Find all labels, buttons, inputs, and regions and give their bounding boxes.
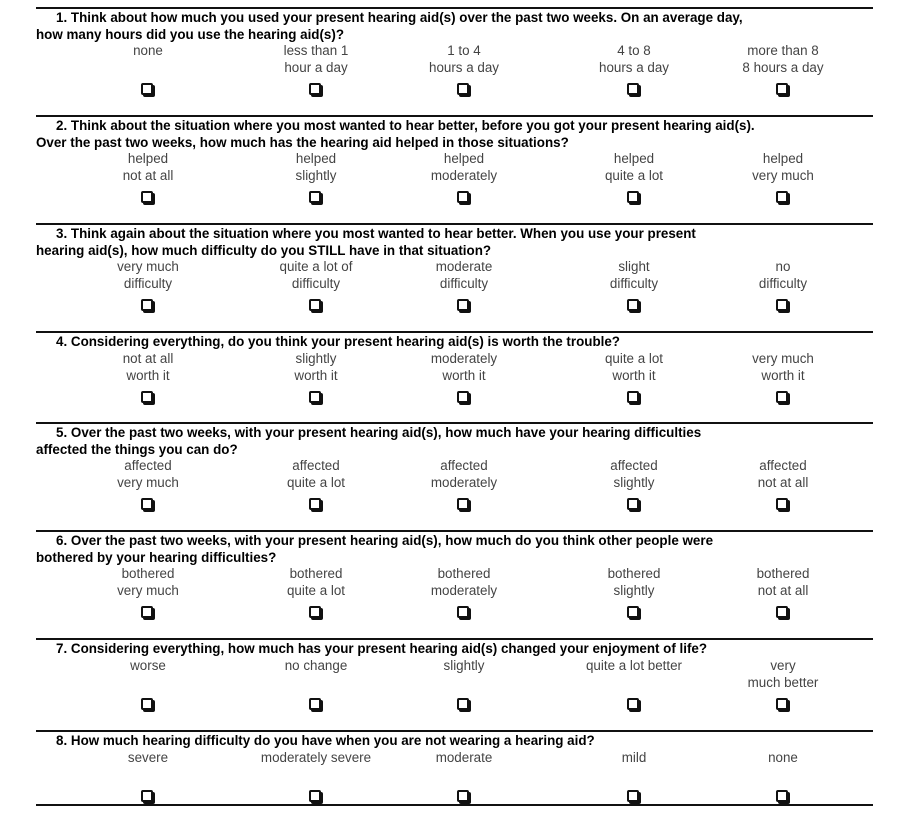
question-number: 6. (56, 533, 68, 548)
option-label-line-1: moderate (435, 750, 493, 765)
answer-option[interactable] (559, 566, 709, 599)
question-number: 2. (56, 118, 68, 133)
answer-option[interactable] (241, 151, 391, 184)
option-label-line-1: none (768, 750, 798, 765)
answer-option[interactable] (708, 458, 858, 491)
option-label-line-2: quite a lot (604, 167, 664, 183)
answer-checkbox[interactable] (141, 498, 153, 510)
option-label-line-2: much better (747, 674, 819, 690)
question-number: 5. (56, 425, 68, 440)
option-label-line-1: worse (130, 658, 166, 673)
answer-option[interactable] (389, 151, 539, 184)
answer-checkbox[interactable] (776, 299, 788, 311)
option-label-line-2: slightly (613, 474, 655, 490)
option-label-line-2: not at all (757, 582, 809, 598)
option-label-line-2: hour a day (284, 59, 348, 75)
question-text (36, 733, 876, 750)
answer-checkbox[interactable] (627, 498, 639, 510)
option-label-line-2: worth it (612, 367, 656, 383)
answer-checkbox[interactable] (457, 498, 469, 510)
option-label-line-1: helped (295, 151, 337, 166)
option-label-line-1: none (133, 43, 163, 58)
option-label-line-1: bothered (289, 566, 343, 581)
option-label-line-2: worth it (442, 367, 486, 383)
option-label-line-1: less than 1 (283, 43, 349, 58)
answer-option[interactable] (73, 151, 223, 184)
option-label-line-1: helped (762, 151, 804, 166)
option-label-line-1: quite a lot (604, 351, 664, 366)
option-label-line-1: helped (613, 151, 655, 166)
option-label-line-1: affected (759, 458, 807, 473)
option-label-line-2: moderately (430, 582, 498, 598)
question-text-line-1: Considering everything, how much has your present hearing aid(s) changed your enjoyment of life? (70, 641, 708, 656)
answer-option[interactable] (389, 458, 539, 491)
question-text-line-1: Think about the situation where you most wanted to hear better, before you got your present hearing aid(s). (70, 118, 755, 133)
answer-option[interactable] (389, 351, 539, 384)
answer-option[interactable] (73, 458, 223, 491)
answer-option[interactable] (389, 259, 539, 292)
question-number: 4. (56, 334, 68, 349)
option-label-line-1: moderately severe (260, 750, 372, 765)
answer-option[interactable] (241, 351, 391, 384)
answer-checkbox[interactable] (776, 790, 788, 802)
question-text-line-1: Think about how much you used your present hearing aid(s) over the past two weeks. On an average day, (70, 10, 743, 25)
question-text-line-2: bothered by your hearing difficulties? (36, 549, 277, 565)
answer-checkbox[interactable] (776, 391, 788, 403)
option-label-line-1: moderately (430, 351, 498, 366)
answer-option[interactable] (241, 43, 391, 76)
option-label-line-1: moderate (435, 259, 493, 274)
option-label-line-1: more than 8 (747, 43, 819, 58)
option-label-line-1: quite a lot better (585, 658, 683, 673)
option-label-line-1: very much (752, 351, 814, 366)
answer-checkbox[interactable] (627, 83, 639, 95)
answer-checkbox[interactable] (309, 498, 321, 510)
question-line-1 (36, 641, 876, 658)
option-label-line-2: 8 hours a day (742, 59, 824, 75)
option-label-line-2: difficulty (123, 275, 173, 291)
option-label-line-2: difficulty (439, 275, 489, 291)
answer-option[interactable] (559, 750, 709, 767)
question-text-line-2: hearing aid(s), how much difficulty do you STILL have in that situation? (36, 242, 492, 258)
answer-checkbox[interactable] (309, 391, 321, 403)
option-label-line-1: helped (443, 151, 485, 166)
answer-option[interactable] (559, 458, 709, 491)
option-label-line-2: slightly (295, 167, 337, 183)
answer-option[interactable] (73, 43, 223, 60)
answer-option[interactable] (708, 43, 858, 76)
answer-checkbox[interactable] (309, 606, 321, 618)
option-label-line-1: slightly (443, 658, 485, 673)
option-label-line-1: bothered (607, 566, 661, 581)
section-divider (36, 115, 873, 117)
option-label-line-1: mild (621, 750, 647, 765)
answer-checkbox[interactable] (141, 191, 153, 203)
answer-checkbox[interactable] (457, 606, 469, 618)
answer-option[interactable] (559, 259, 709, 292)
answer-option[interactable] (389, 658, 539, 675)
answer-checkbox[interactable] (141, 83, 153, 95)
answer-checkbox[interactable] (141, 790, 153, 802)
answer-option[interactable] (708, 351, 858, 384)
option-label-line-2: worth it (761, 367, 805, 383)
question-text-line-2: how many hours did you use the hearing aid(s)? (36, 26, 345, 42)
question-text-line-2: affected the things you can do? (36, 441, 238, 457)
question-text-line-2: Over the past two weeks, how much has the hearing aid helped in those situations? (36, 134, 569, 150)
answer-checkbox[interactable] (776, 498, 788, 510)
section-divider (36, 422, 873, 424)
answer-checkbox[interactable] (457, 698, 469, 710)
answer-checkbox[interactable] (309, 191, 321, 203)
option-label-line-1: no (775, 259, 791, 274)
option-label-line-1: not at all (122, 351, 174, 366)
answer-option[interactable] (241, 658, 391, 675)
question-line-1 (36, 533, 876, 550)
option-label-line-2: worth it (294, 367, 338, 383)
option-label-line-1: severe (127, 750, 169, 765)
option-label-line-2: not at all (757, 474, 809, 490)
answer-checkbox[interactable] (141, 299, 153, 311)
answer-option[interactable] (241, 458, 391, 491)
answer-option[interactable] (241, 750, 391, 767)
question-line-1 (36, 425, 876, 442)
answer-checkbox[interactable] (457, 391, 469, 403)
option-label-line-1: no change (284, 658, 348, 673)
answer-checkbox[interactable] (141, 391, 153, 403)
question-text (36, 118, 876, 151)
answer-checkbox[interactable] (457, 191, 469, 203)
option-label-line-2: quite a lot (286, 582, 346, 598)
option-label-line-1: slightly (295, 351, 337, 366)
section-divider (36, 530, 873, 532)
answer-option[interactable] (389, 750, 539, 767)
option-label-line-1: helped (127, 151, 169, 166)
question-number: 7. (56, 641, 68, 656)
answer-checkbox[interactable] (309, 83, 321, 95)
answer-checkbox[interactable] (457, 83, 469, 95)
question-text-line-1: Over the past two weeks, with your present hearing aid(s), how much have your hearing difficulties (70, 425, 702, 440)
question-line-1 (36, 226, 876, 243)
section-divider (36, 331, 873, 333)
question-line-1 (36, 733, 876, 750)
answer-checkbox[interactable] (309, 790, 321, 802)
option-label-line-1: very (770, 658, 796, 673)
answer-checkbox[interactable] (776, 83, 788, 95)
answer-option[interactable] (559, 658, 709, 675)
answer-option[interactable] (559, 351, 709, 384)
option-label-line-1: bothered (756, 566, 810, 581)
question-text-line-1: How much hearing difficulty do you have when you are not wearing a hearing aid? (70, 733, 595, 748)
answer-checkbox[interactable] (776, 191, 788, 203)
option-label-line-1: quite a lot of (279, 259, 353, 274)
section-divider (36, 804, 873, 806)
option-label-line-1: bothered (437, 566, 491, 581)
option-label-line-1: affected (292, 458, 340, 473)
answer-option[interactable] (73, 259, 223, 292)
option-label-line-2: very much (117, 474, 179, 490)
answer-option[interactable] (241, 566, 391, 599)
answer-option[interactable] (708, 750, 858, 767)
answer-option[interactable] (389, 43, 539, 76)
option-label-line-2: difficulty (609, 275, 659, 291)
answer-option[interactable] (73, 351, 223, 384)
answer-option[interactable] (708, 566, 858, 599)
section-divider (36, 730, 873, 732)
answer-checkbox[interactable] (776, 606, 788, 618)
option-label-line-1: affected (440, 458, 488, 473)
answer-option[interactable] (708, 259, 858, 292)
answer-option[interactable] (559, 43, 709, 76)
answer-checkbox[interactable] (457, 790, 469, 802)
option-label-line-2: hours a day (599, 59, 669, 75)
option-label-line-1: affected (124, 458, 172, 473)
question-line-1 (36, 118, 876, 135)
option-label-line-2: difficulty (291, 275, 341, 291)
answer-checkbox[interactable] (627, 191, 639, 203)
option-label-line-2: slightly (613, 582, 655, 598)
question-number: 1. (56, 10, 68, 25)
section-divider (36, 638, 873, 640)
answer-checkbox[interactable] (627, 790, 639, 802)
option-label-line-2: moderately (430, 167, 498, 183)
answer-checkbox[interactable] (627, 391, 639, 403)
answer-option[interactable] (708, 151, 858, 184)
answer-checkbox[interactable] (141, 698, 153, 710)
question-text (36, 226, 876, 259)
answer-checkbox[interactable] (627, 698, 639, 710)
question-text (36, 641, 876, 658)
answer-checkbox[interactable] (141, 606, 153, 618)
answer-checkbox[interactable] (776, 698, 788, 710)
option-label-line-2: worth it (126, 367, 170, 383)
question-number: 8. (56, 733, 68, 748)
option-label-line-2: hours a day (429, 59, 499, 75)
answer-checkbox[interactable] (309, 698, 321, 710)
option-label-line-2: difficulty (758, 275, 808, 291)
question-number: 3. (56, 226, 68, 241)
question-text-line-1: Think again about the situation where you most wanted to hear better. When you use your present (70, 226, 696, 241)
option-label-line-2: very much (117, 582, 179, 598)
option-label-line-1: slight (618, 259, 650, 274)
answer-checkbox[interactable] (627, 606, 639, 618)
question-line-1 (36, 334, 876, 351)
section-divider (36, 223, 873, 225)
option-label-line-1: very much (117, 259, 179, 274)
option-label-line-2: very much (752, 167, 814, 183)
option-label-line-1: 4 to 8 (617, 43, 651, 58)
option-label-line-1: bothered (121, 566, 175, 581)
answer-checkbox[interactable] (457, 299, 469, 311)
option-label-line-2: not at all (122, 167, 174, 183)
question-text-line-1: Over the past two weeks, with your present hearing aid(s), how much do you think other people were (70, 533, 714, 548)
answer-checkbox[interactable] (309, 299, 321, 311)
answer-option[interactable] (73, 658, 223, 675)
answer-option[interactable] (708, 658, 858, 691)
answer-checkbox[interactable] (627, 299, 639, 311)
option-label-line-2: moderately (430, 474, 498, 490)
answer-option[interactable] (559, 151, 709, 184)
question-text (36, 10, 876, 43)
question-line-1 (36, 10, 876, 27)
section-divider (36, 7, 873, 9)
question-text (36, 334, 876, 351)
option-label-line-1: 1 to 4 (447, 43, 481, 58)
question-text-line-1: Considering everything, do you think your present hearing aid(s) is worth the trouble? (70, 334, 620, 349)
answer-option[interactable] (73, 566, 223, 599)
option-label-line-1: affected (610, 458, 658, 473)
answer-option[interactable] (389, 566, 539, 599)
option-label-line-2: quite a lot (286, 474, 346, 490)
answer-option[interactable] (73, 750, 223, 767)
question-text (36, 425, 876, 458)
answer-option[interactable] (241, 259, 391, 292)
question-text (36, 533, 876, 566)
